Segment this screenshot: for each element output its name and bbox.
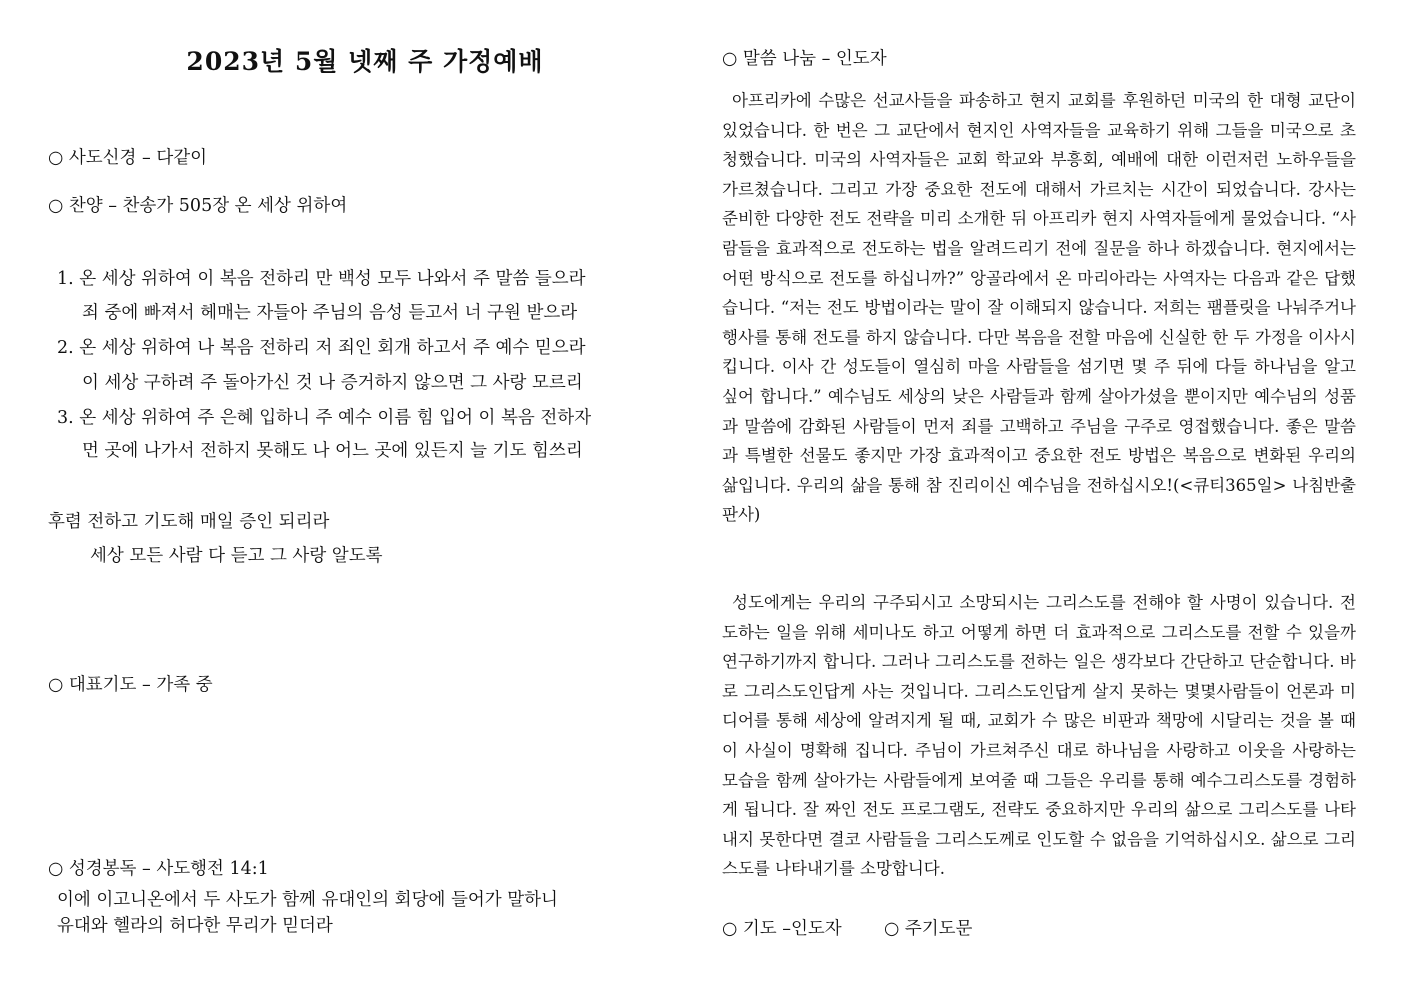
hymn-heading: ○ 찬양 – 찬송가 505장 온 세상 위하여 bbox=[48, 196, 348, 216]
hymn-verse-line: 3. 온 세상 위하여 주 은혜 입하니 주 예수 이름 힘 입어 이 복음 전하자 bbox=[57, 408, 592, 428]
lords-prayer-heading: ○ 주기도문 bbox=[884, 919, 973, 939]
sermon-sharing-heading: ○ 말씀 나눔 – 인도자 bbox=[722, 49, 887, 69]
hymn-verse-line: 이 세상 구하려 주 돌아가신 것 나 증거하지 않으면 그 사랑 모르리 bbox=[82, 373, 583, 393]
hymn-refrain-line: 후렴 전하고 기도해 매일 증인 되리라 bbox=[48, 512, 330, 532]
hymn-verse-line: 1. 온 세상 위하여 이 복음 전하리 만 백성 모두 나와서 주 말씀 들으라 bbox=[57, 269, 586, 289]
scripture-line: 유대와 헬라의 허다한 무리가 믿더라 bbox=[57, 916, 333, 936]
scripture-reading-heading: ○ 성경봉독 – 사도행전 14:1 bbox=[48, 859, 269, 879]
hymn-refrain-line: 세상 모든 사람 다 듣고 그 사랑 알도록 bbox=[90, 546, 383, 566]
sermon-paragraph-1: 아프리카에 수많은 선교사들을 파송하고 현지 교회를 후원하던 미국의 한 대형 교단이 있었습니다. 한 번은 그 교단에서 현지인 사역자들을 교육하기 위해 그들을 미국으로 초청했습니다. 미국의 사역자들은 교회 학교와 부흥회, 예배에 대한 이런저런 노하우들을 가르쳤습니다. 그리고 가장 중요한 전도에 대해서 가르치는 시간이 되었습니다. 강사는 준비한 다양한 전도 전략을 미리 소개한 뒤 아프리카 현지 사역자들에게 물었습니다. “사람들을 효과적으로 전도하는 법을 알려드리기 전에 질문을 하나 하겠습니다. 현지에서는 어떤 방식으로 전도를 하십니까?” 앙골라에서 온 마리아라는 사역자는 다음과 같은 답했습니다. “저는 전도 방법이라는 말이 잘 이해되지 않습니다. 저희는 팸플릿을 나눠주거나 행사를 통해 전도를 하지 않습니다. 다만 복음을 전할 마음에 신실한 한 두 가정을 이사시킵니다. 이사 간 성도들이 열심히 마을 사람들을 섬기면 몇 주 뒤에 다들 하나님을 알고 싶어 합니다.” 예수님도 세상의 낮은 사람들과 함께 살아가셨을 뿐이지만 예수님의 성품과 말씀에 감화된 사람들이 먼저 죄를 고백하고 주님을 구주로 영접했습니다. 좋은 말씀과 특별한 선물도 좋지만 가장 효과적이고 중요한 전도 방법은 복음으로 변화된 우리의 삶입니다. 우리의 삶을 통해 참 진리이신 예수님을 전하십시오!(<큐티365일> 나침반출판사) bbox=[722, 91, 1356, 525]
scripture-line: 이에 이고니온에서 두 사도가 함께 유대인의 회당에 들어가 말하니 bbox=[57, 890, 558, 910]
representative-prayer-heading: ○ 대표기도 – 가족 중 bbox=[48, 675, 213, 695]
hymn-verse-line: 2. 온 세상 위하여 나 복음 전하리 저 죄인 회개 하고서 주 예수 믿으라 bbox=[57, 338, 586, 358]
page-title: 2023년 5월 넷째 주 가정예배 bbox=[186, 47, 544, 76]
hymn-verse-line: 먼 곳에 나가서 전하지 못해도 나 어느 곳에 있든지 늘 기도 힘쓰리 bbox=[82, 441, 583, 461]
apostles-creed-heading: ○ 사도신경 – 다같이 bbox=[48, 148, 208, 168]
sermon-paragraph-2: 성도에게는 우리의 구주되시고 소망되시는 그리스도를 전해야 할 사명이 있습니다. 전도하는 일을 위해 세미나도 하고 어떻게 하면 더 효과적으로 그리스도를 전할 수 있을까 연구하기까지 합니다. 그러나 그리스도를 전하는 일은 생각보다 간단하고 단순합니다. 바로 그리스도인답게 사는 것입니다. 그리스도인답게 살지 못하는 몇몇사람들이 언론과 미디어를 통해 세상에 알려지게 될 때, 교회가 수 많은 비판과 책망에 시달리는 것을 볼 때 이 사실이 명확해 집니다. 주님이 가르쳐주신 대로 하나님을 사랑하고 이웃을 사랑하는 모습을 함께 살아가는 사람들에게 보여줄 때 그들은 우리를 통해 예수그리스도를 경험하게 됩니다. 잘 짜인 전도 프로그램도, 전략도 중요하지만 우리의 삶으로 그리스도를 나타내지 못한다면 결코 사람들을 그리스도께로 인도할 수 없음을 기억하십시오. 삶으로 그리스도를 나타내기를 소망합니다. bbox=[722, 593, 1356, 879]
hymn-verse-line: 죄 중에 빠져서 헤매는 자들아 주님의 음성 듣고서 너 구원 받으라 bbox=[82, 303, 578, 323]
closing-prayer-heading: ○ 기도 –인도자 bbox=[722, 919, 842, 939]
